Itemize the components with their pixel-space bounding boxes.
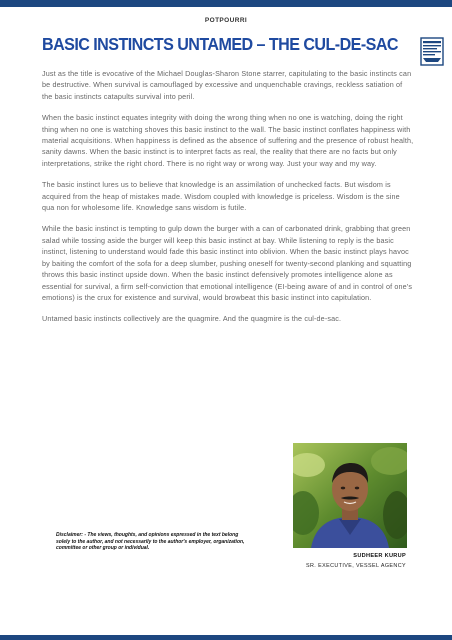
author-role: SR. EXECUTIVE, VESSEL AGENCY <box>306 563 406 569</box>
bottom-border-bar <box>0 634 452 640</box>
article-body <box>42 68 414 335</box>
article-paragraph: When the basic instinct equates integrity with doing the wrong thing when no one is watching, doing the right thing when no one is watching shoves this basic instinct to the wall. The basic instinct conflates happiness with material acquisitions. When happiness is defined as the absence of suffering and the presence of robust health, sanity dawns. When the basic instinct is to interpret facts as real, the reality that there are no facts but only interpretations, strike the right chord. There is no right way or wrong way. Just your way and my way. <box>42 113 414 168</box>
disclaimer-line: solely to the author, and not necessarily to the author's employer, organization, <box>56 538 245 545</box>
author-photo <box>293 443 407 548</box>
disclaimer-text <box>56 532 276 552</box>
disclaimer-line: committee or other group or individual. <box>56 545 150 552</box>
article-paragraph: Just as the title is evocative of the Michael Douglas-Sharon Stone starrer, capitulating to the basic instincts can be destructive. When survival is camouflaged by excessive and unquenchable cravings, reckless satiation of the basic instincts catapults survival into peril. <box>42 69 412 101</box>
article-paragraph: Untamed basic instincts collectively are the quagmire. And the quagmire is the cul-de-sac. <box>42 314 342 324</box>
company-logo-icon <box>419 37 445 66</box>
section-label: POTPOURRI <box>204 17 248 24</box>
author-name: SUDHEER KURUP <box>353 553 406 559</box>
article-paragraph: While the basic instinct is tempting to gulp down the burger with a can of carbonated drink, grabbing that green salad while tossing aside the burger will keep this basic instinct at bay. While listening to reply is the basic instinct, listening to understand would fade this basic instinct into oblivion. When the basic instinct plays havoc by baiting the comfort of the sofa for a deep slumber, pushing oneself for twenty-second planking and squatting throws this basic instinct upside down. When the basic instinct defensively promotes intelligence alone as essential for survival, a firm self-conviction that emotional intelligence (EI-being aware of and in control of one's emotions) is the crux for existence and survival, would browbeat this basic instinct into capitulation. <box>42 224 413 302</box>
page-title: BASIC INSTINCTS UNTAMED – THE CUL-DE-SAC <box>42 34 398 54</box>
top-border-bar <box>0 0 452 9</box>
disclaimer-line: Disclaimer: - The views, thoughts, and opinions expressed in the text belong <box>56 532 239 538</box>
article-paragraph: The basic instinct lures us to believe that knowledge is an assimilation of unchecked facts. But wisdom is acquired from the heap of mistakes made. Wisdom coupled with knowledge is priceless. Wisdom is the sine qua non for wholesome life. Knowledge sans wisdom is futile. <box>42 180 400 213</box>
